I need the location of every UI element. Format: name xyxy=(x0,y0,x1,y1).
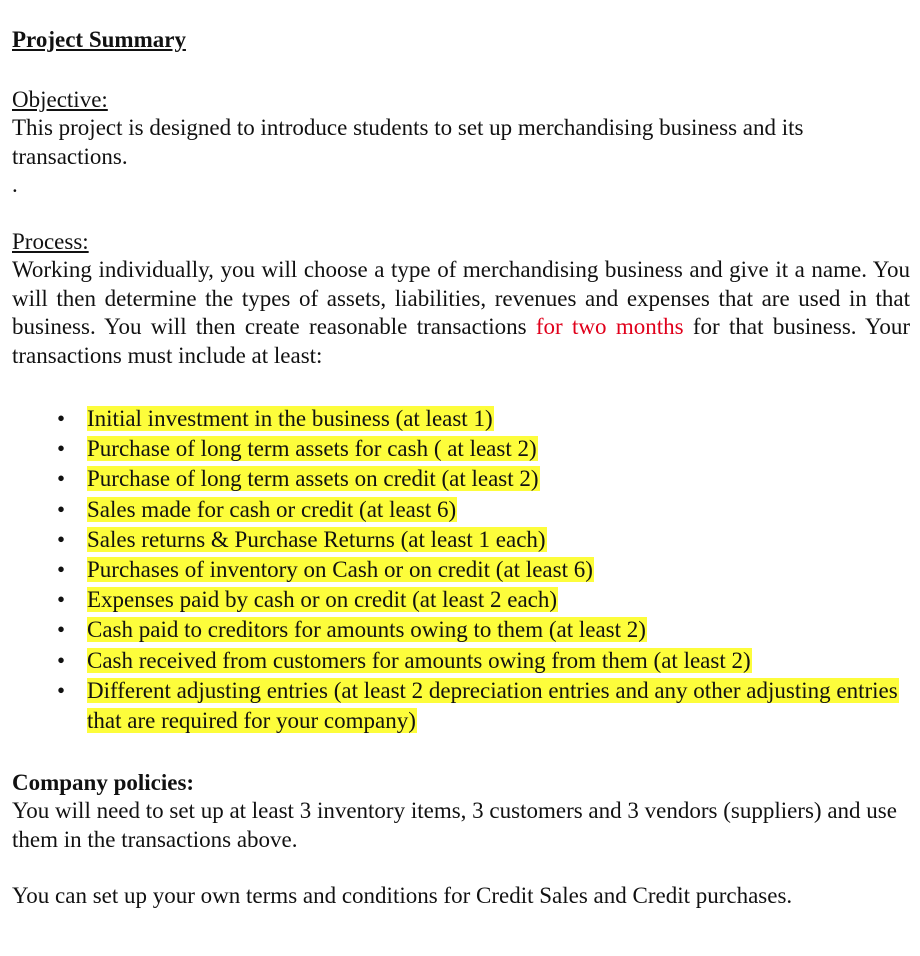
list-item-text: Sales made for cash or credit (at least 6) xyxy=(87,496,457,522)
list-item xyxy=(12,615,910,645)
list-item-text: Purchase of long term assets for cash ( at least 2) xyxy=(87,436,537,462)
list-item xyxy=(12,646,910,676)
list-item xyxy=(12,434,910,464)
list-item xyxy=(12,676,910,736)
bullet-icon: • xyxy=(56,436,66,462)
bullet-icon: • xyxy=(56,677,66,703)
objective-text: This project is designed to introduce students to set up merchandising business and its transactions. xyxy=(12,115,804,169)
document-title: Project Summary xyxy=(12,27,186,52)
policies-text-1: You will need to set up at least 3 inventory items, 3 customers and 3 vendors (suppliers) and use them in the transactions above. xyxy=(12,798,897,852)
bullet-icon: • xyxy=(56,406,66,431)
list-item-text: Cash paid to creditors for amounts owing to them (at least 2) xyxy=(87,617,646,643)
bullet-icon: • xyxy=(56,557,66,583)
bullet-icon: • xyxy=(56,496,66,522)
spacer xyxy=(12,199,910,228)
bullet-icon: • xyxy=(56,647,66,673)
spacer xyxy=(12,854,910,882)
list-item-text: Purchases of inventory on Cash or on credit (at least 6) xyxy=(87,557,593,583)
process-heading: Process: xyxy=(12,229,89,254)
list-item-text: Different adjusting entries (at least 2 depreciation entries and any other adjusting entries that are required for your company) xyxy=(87,677,898,734)
list-item xyxy=(12,525,910,555)
policies-text-2: You can set up your own terms and conditions for Credit Sales and Credit purchases. xyxy=(12,883,793,909)
process-text-before: Working individually, you will choose a type of merchandising business and give it a name. You will then determine the types of assets, liabilities, revenues and expenses that are used in that business. You will then create reasonable transactions xyxy=(12,257,910,339)
objective-trailing-dot: . xyxy=(12,172,18,197)
list-item xyxy=(12,495,910,525)
bullet-icon: • xyxy=(56,526,66,552)
bullet-icon: • xyxy=(56,466,66,492)
process-text-after: for that business. Your transactions must include at least: xyxy=(12,314,910,368)
requirements-list xyxy=(12,404,910,736)
spacer xyxy=(12,56,910,86)
list-item xyxy=(12,464,910,494)
spacer xyxy=(12,736,910,769)
list-item-text: Sales returns & Purchase Returns (at least 1 each) xyxy=(87,526,546,552)
list-item xyxy=(12,585,910,615)
process-text-highlight-red: for two months xyxy=(535,314,684,339)
document-page xyxy=(12,24,910,911)
bullet-icon: • xyxy=(56,617,66,643)
list-item-text: Cash received from customers for amounts owing from them (at least 2) xyxy=(87,647,751,673)
objective-heading: Objective: xyxy=(12,87,108,112)
list-item xyxy=(12,555,910,585)
list-item-text: Initial investment in the business (at least 1) xyxy=(87,406,493,431)
list-item-text: Expenses paid by cash or on credit (at least 2 each) xyxy=(87,587,558,613)
process-text xyxy=(12,256,910,370)
list-item xyxy=(12,404,910,434)
policies-heading: Company policies: xyxy=(12,770,195,796)
spacer xyxy=(12,370,910,404)
bullet-icon: • xyxy=(56,587,66,613)
list-item-text: Purchase of long term assets on credit (at least 2) xyxy=(87,466,539,492)
